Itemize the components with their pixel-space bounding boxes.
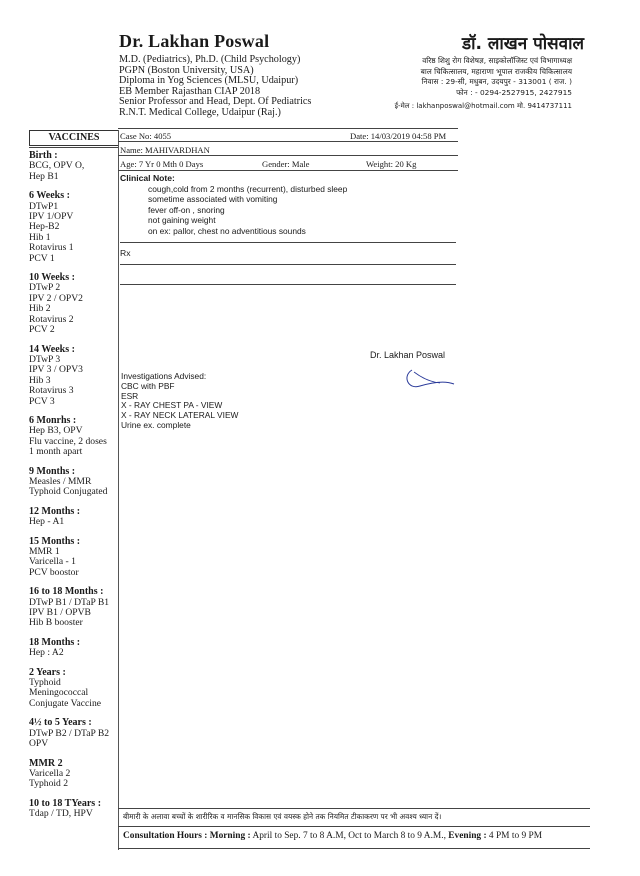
patient-age: Age: 7 Yr 0 Mth 0 Days <box>120 159 204 169</box>
mobile-label: मो. <box>516 102 526 110</box>
vaccine-age-heading: 6 Monrhs : <box>29 414 77 426</box>
vaccine-item: Rotavirus 3 <box>29 385 74 397</box>
rx-label: Rx <box>120 248 131 258</box>
vaccine-item: Rotavirus 2 <box>29 313 74 325</box>
footer-rule <box>118 808 590 809</box>
vaccine-item: IPV 1/OPV <box>29 211 74 223</box>
vaccine-item: Hep B1 <box>29 170 59 182</box>
vaccine-schedule <box>29 151 121 829</box>
hindi-address <box>360 56 572 98</box>
vaccine-item: Tdap / TD, HPV <box>29 808 93 820</box>
vaccine-item: MMR 1 <box>29 546 60 557</box>
vaccine-age-heading: Birth : <box>29 150 58 161</box>
vaccine-item: Varicella 2 <box>29 767 71 779</box>
signature-name: Dr. Lakhan Poswal <box>370 350 446 360</box>
patient-gender: Gender: Male <box>262 159 310 169</box>
qualifications <box>119 55 311 119</box>
vaccine-item: PCV boostor <box>29 566 79 578</box>
vaccine-item: Hib 3 <box>29 374 51 386</box>
vaccine-group <box>29 638 121 659</box>
vaccine-item: Flu vaccine, 2 doses <box>29 435 107 447</box>
contact-line <box>380 102 572 111</box>
hindi-line: बाल चिकित्सालय, महाराणा भूपाल राजकीय चिकित्सालय <box>420 66 572 76</box>
vaccine-item: 1 month apart <box>29 446 83 458</box>
vaccine-group <box>29 151 121 182</box>
vaccine-item: Measles / MMR <box>29 475 92 487</box>
vaccine-item: Meningococcal <box>29 687 89 699</box>
hindi-line: वरिष्ठ शिशु रोग विशेषज्ञ, साइकोलॉजिस्ट एवं विभागाध्यक्ष <box>422 56 572 65</box>
investigation-item: X - RAY CHEST PA - VIEW <box>121 400 223 411</box>
vaccine-item: Typhoid <box>29 677 61 689</box>
mobile-number: 9414737111 <box>527 102 572 110</box>
vaccine-item: Hep : A2 <box>29 647 64 659</box>
hours-evening: 4 PM to 9 PM <box>486 831 543 841</box>
vaccine-item: Hep - A1 <box>29 516 65 528</box>
doctor-name-hindi: डॉ. लाखन पोसवाल <box>462 34 584 54</box>
vaccine-item: BCG, OPV O, <box>29 160 85 172</box>
qualification-line: M.D. (Pediatrics), Ph.D. (Child Psychology) <box>119 54 301 65</box>
vaccine-age-heading: 12 Months : <box>29 505 81 517</box>
vaccine-age-heading: 16 to 18 Months : <box>29 586 104 598</box>
sidebar-border <box>118 130 119 850</box>
vaccine-item: DTwP 3 <box>29 353 61 365</box>
vaccine-age-heading: 6 Weeks : <box>29 190 70 202</box>
vaccine-item: Typhoid 2 <box>29 778 69 790</box>
vaccine-item: Typhoid Conjugated <box>29 486 108 498</box>
clinical-line: fever off-on , snoring <box>148 204 225 215</box>
vaccine-age-heading: 9 Months : <box>29 465 76 477</box>
vaccine-age-heading: 18 Months : <box>29 636 81 648</box>
clinical-line: cough,cold from 2 months (recurrent), disturbed sleep <box>148 184 348 194</box>
investigation-item: Urine ex. complete <box>121 419 191 430</box>
vaccine-item: Hep-B2 <box>29 221 60 233</box>
vaccine-item: Hep B3, OPV <box>29 425 83 437</box>
vaccine-age-heading: 10 Weeks : <box>29 272 75 284</box>
vaccine-age-heading: 14 Weeks : <box>29 343 75 355</box>
hindi-footer-note: बीमारी के अलावा बच्चों के शारीरिक व मानसिक विकास एवं वयस्क होने तक नियमित टीकाकरण पर भी अवश्य ध्यान दें। <box>123 812 442 821</box>
investigations-title: Investigations Advised: <box>121 371 207 381</box>
vaccine-item: DTwP B2 / DTaP B2 <box>29 727 110 739</box>
vaccine-group <box>29 799 121 820</box>
qualification-line: EB Member Rajasthan CIAP 2018 <box>119 85 261 97</box>
clinical-line: sometime associated with vomiting <box>148 194 278 205</box>
hindi-line: फोन : - 0294-2527915, 2427915 <box>456 87 572 97</box>
vaccine-item: Conjugate Vaccine <box>29 697 102 709</box>
table-rule <box>118 155 458 156</box>
vaccine-group <box>29 467 121 498</box>
email-address[interactable]: lakhanposwal@hotmail.com <box>416 102 515 110</box>
vaccine-item: Hib 2 <box>29 303 51 315</box>
hours-evening-label: Evening : <box>448 831 487 841</box>
vaccine-group <box>29 537 121 579</box>
investigation-item: X - RAY NECK LATERAL VIEW <box>121 410 239 421</box>
vaccine-age-heading: 10 to 18 TYears : <box>29 797 102 809</box>
footer-rule <box>118 848 590 849</box>
vaccine-group <box>29 668 121 710</box>
section-rule <box>120 264 456 265</box>
qualification-line: Diploma in Yog Sciences (MLSU, Udaipur) <box>119 75 299 87</box>
vaccine-item: PCV 2 <box>29 324 55 336</box>
vaccine-item: OPV <box>29 738 49 750</box>
section-rule <box>120 284 456 285</box>
patient-weight: Weight: 20 Kg <box>366 159 417 169</box>
footer-rule <box>118 826 590 827</box>
hours-label: Consultation Hours : Morning : <box>123 831 251 841</box>
vaccine-group <box>29 345 121 407</box>
vaccine-age-heading: MMR 2 <box>29 757 63 769</box>
clinical-line: not gaining weight <box>148 215 216 226</box>
table-rule <box>118 170 458 171</box>
vaccine-group <box>29 718 121 749</box>
table-rule <box>118 141 458 142</box>
vaccine-item: IPV 3 / OPV3 <box>29 364 83 376</box>
investigations <box>121 372 238 431</box>
vaccine-item: Varicella - 1 <box>29 556 76 568</box>
qualification-line: Senior Professor and Head, Dept. Of Pediatrics <box>119 96 312 108</box>
clinical-line: on ex: pallor, chest no adventitious sounds <box>148 225 306 236</box>
signature-mark <box>400 364 460 394</box>
consultation-hours <box>123 831 542 841</box>
vaccine-item: PCV 3 <box>29 395 55 407</box>
sidebar-divider <box>29 147 119 148</box>
vaccine-group <box>29 759 121 790</box>
vaccine-item: DTwP 2 <box>29 282 61 294</box>
vaccines-title: VACCINES <box>29 130 119 146</box>
vaccine-item: IPV 2 / OPV2 <box>29 292 83 304</box>
patient-name: Name: MAHIVARDHAN <box>120 145 210 155</box>
vaccine-group <box>29 191 121 264</box>
vaccine-item: DTwP B1 / DTaP B1 <box>29 596 110 608</box>
section-rule <box>120 242 456 243</box>
vaccine-age-heading: 2 Years : <box>29 666 66 678</box>
visit-date: Date: 14/03/2019 04:58 PM <box>350 131 447 141</box>
investigation-item: ESR <box>121 390 139 401</box>
vaccine-item: Hib 1 <box>29 231 51 243</box>
case-number: Case No: 4055 <box>120 131 172 141</box>
vaccine-group <box>29 273 121 335</box>
qualification-line: R.N.T. Medical College, Udaipur (Raj.) <box>119 106 281 118</box>
vaccine-item: PCV 1 <box>29 252 55 264</box>
vaccine-item: DTwP1 <box>29 200 59 212</box>
vaccine-group <box>29 507 121 528</box>
qualification-line: PGPN (Boston University, USA) <box>119 64 254 76</box>
clinical-note <box>148 184 347 236</box>
hindi-line: निवास : 29-सी, मधुबन, उदयपुर - 313001 ( राज. ) <box>421 77 572 86</box>
table-rule <box>118 128 458 129</box>
vaccine-age-heading: 15 Months : <box>29 535 81 547</box>
hours-morning: April to Sep. 7 to 8 A.M, Oct to March 8 to 9 A.M., <box>250 831 449 841</box>
vaccine-item: Hib B booster <box>29 617 83 629</box>
investigation-item: CBC with PBF <box>121 380 175 391</box>
clinical-note-title: Clinical Note: <box>120 173 175 183</box>
email-label: ई-मेल : <box>394 102 415 110</box>
vaccine-item: IPV B1 / OPVB <box>29 607 91 619</box>
doctor-name: Dr. Lakhan Poswal <box>119 31 270 51</box>
vaccine-item: Rotavirus 1 <box>29 242 74 254</box>
vaccine-group <box>29 416 121 458</box>
vaccine-group <box>29 587 121 629</box>
vaccine-age-heading: 4½ to 5 Years : <box>29 717 92 729</box>
